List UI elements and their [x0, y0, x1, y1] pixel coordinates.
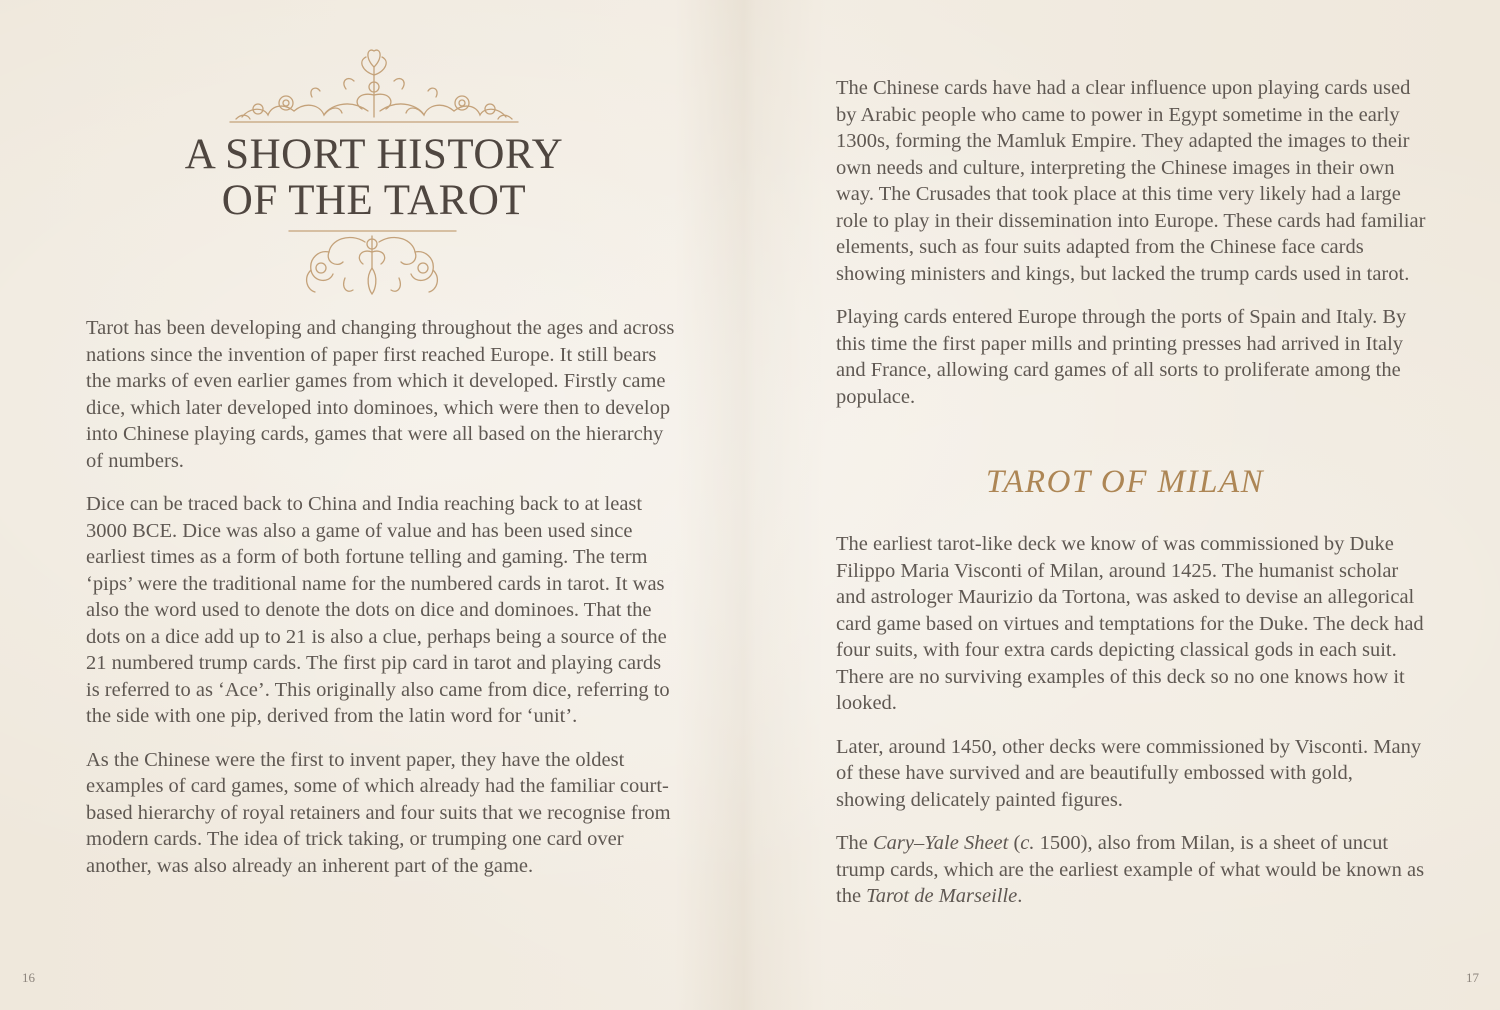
page-title	[150, 132, 598, 224]
text-run: 1500), also from Milan, is a sheet of uncut trump cards, which are the earliest example of what would be known as the	[836, 832, 1425, 907]
paragraph: As the Chinese were the first to invent paper, they have the oldest examples of card games, some of which already had the familiar court-based hierarchy of royal retainers and four suits that we recognise from modern cards. The idea of trick taking, or trumping one card over another, was also already an inherent part of the game.	[86, 748, 671, 877]
section-heading: TAROT OF MILAN	[985, 464, 1265, 500]
text-run: (	[1008, 832, 1021, 854]
paragraph: The earliest tarot-like deck we know of was commissioned by Duke Filippo Maria Visconti of Milan, around 1425. The humanist scholar and astrologer Maurizio da Tortona, was asked to devise an allegorical card game based on virtues and temptations for the Duke. The deck had four suits, with four extra cards depicting classical gods in each suit. There are no surviving examples of this deck so no one knows how it looked.	[836, 533, 1424, 714]
text-run: The	[836, 832, 873, 854]
paragraph: Dice can be traced back to China and India reaching back to at least 3000 BCE. Dice was also a game of value and has been used since earliest times as a form of both fortune telling and gaming. The term ‘pips’ were the traditional name for the numbered cards in tarot. It was also the word used to denote the dots on dice and dominoes. That the dots on a dice add up to 21 is also a clue, perhaps being a source of the 21 numbered trump cards. The first pip card in tarot and playing cards is referred to as ‘Ace’. This originally also came from dice, referring to the side with one pip, derived from the latin word for ‘unit’.	[86, 493, 670, 727]
italic-title: Tarot de Marseille	[866, 885, 1018, 907]
paragraph: Later, around 1450, other decks were commissioned by Visconti. Many of these have survived and are beautifully embossed with gold, showing delicately painted figures.	[836, 735, 1422, 811]
paragraph: Tarot has been developing and changing throughout the ages and across nations since the invention of paper first reached Europe. It still bears the marks of even earlier games from which it developed. Firstly came dice, which later developed into dominoes, which were then to develop into Chinese playing cards, games that were all based on the hierarchy of numbers.	[86, 317, 675, 472]
right-body-text-top	[836, 75, 1426, 427]
page-number-left: 16	[22, 970, 35, 985]
paragraph: The Chinese cards have had a clear influence upon playing cards used by Arabic people who came to power in Egypt sometime in the early 1300s, forming the Mamluk Empire. They adapted the images to their own needs and culture, interpreting the Chinese images in their own way. The Crusades that took place at this time very likely had a large role to play in their dissemination into Europe. These cards had familiar elements, such as four suits adapted from the Chinese face cards showing ministers and kings, but lacked the trump cards used in tarot.	[836, 77, 1426, 285]
top-filigree-ornament-icon	[228, 45, 520, 125]
italic-title: Cary–Yale Sheet	[873, 832, 1009, 854]
page-number-right: 17	[1466, 970, 1479, 985]
paragraph-cary-yale	[836, 830, 1426, 910]
bottom-filigree-ornament-icon	[285, 228, 460, 300]
title-line-2: OF THE TAROT	[221, 177, 527, 224]
right-page	[750, 0, 1500, 1010]
title-line-1: A SHORT HISTORY	[184, 131, 564, 178]
right-body-text-bottom	[836, 531, 1426, 927]
paragraph: Playing cards entered Europe through the ports of Spain and Italy. By this time the first paper mills and printing presses had arrived in Italy and France, allowing card games of all sorts to proliferate among the populace.	[836, 306, 1407, 408]
left-body-text	[86, 315, 676, 896]
italic-abbrev: c.	[1020, 832, 1035, 854]
text-run: .	[1017, 885, 1023, 907]
